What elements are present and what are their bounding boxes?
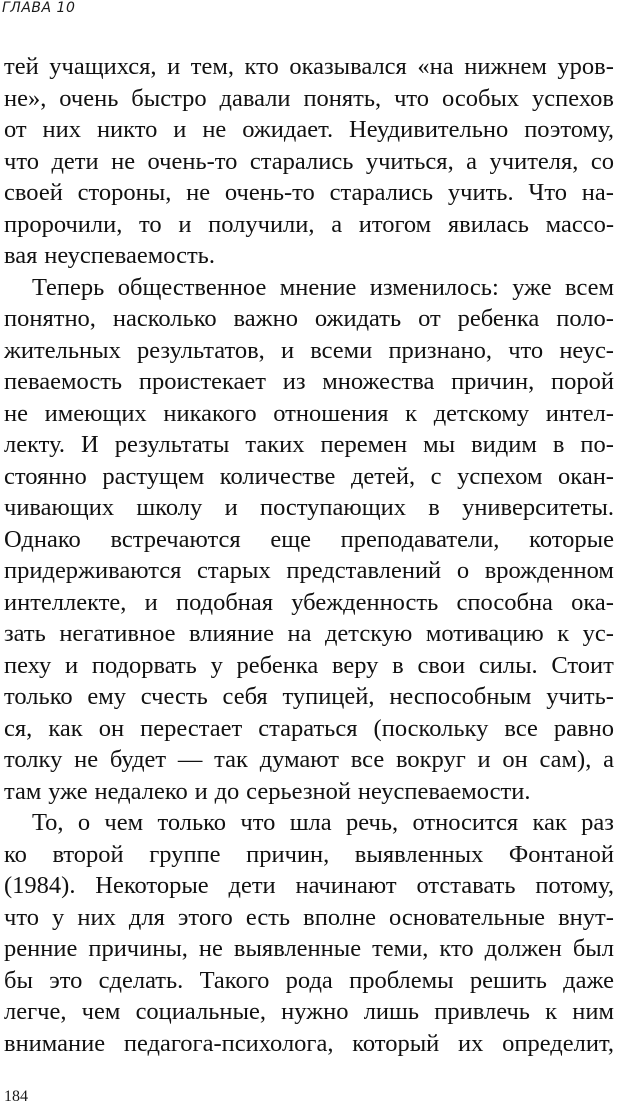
word: количестве	[219, 462, 336, 490]
word: вполне	[303, 903, 376, 931]
word: неуспеваемость.	[44, 242, 215, 269]
word: мотивацию	[425, 620, 544, 647]
word: придерживаются	[4, 557, 182, 584]
word: и	[64, 651, 79, 679]
word: (поскольку	[373, 714, 489, 742]
word: неуспеваемости.	[357, 777, 531, 805]
word: кто	[244, 53, 279, 80]
word: Фонтаной	[508, 840, 614, 868]
word: о	[77, 809, 91, 836]
word: для	[128, 903, 165, 931]
word: вокруг	[395, 746, 466, 773]
text-line	[4, 839, 614, 871]
text-line	[4, 51, 614, 83]
word: с	[430, 462, 442, 490]
word: детей,	[350, 462, 416, 490]
word: причин,	[246, 840, 330, 868]
word: ко	[4, 840, 27, 868]
word: и	[194, 777, 208, 805]
word: речь,	[345, 809, 399, 836]
word: только	[157, 809, 227, 836]
word: неус-	[559, 336, 614, 364]
word: причины,	[88, 935, 188, 962]
word: как	[532, 809, 567, 836]
word: мнение	[279, 273, 357, 301]
word: и	[178, 210, 192, 238]
word: и	[280, 336, 295, 364]
word: Некоторые	[95, 872, 209, 899]
word: старались	[249, 147, 354, 175]
word: как	[48, 714, 83, 742]
paragraph-1	[4, 51, 614, 272]
word: а	[331, 210, 343, 238]
text-line	[4, 209, 614, 241]
word: тупицей,	[282, 683, 375, 710]
word: понять,	[303, 84, 382, 112]
word: массо-	[545, 210, 614, 238]
word: оказывался	[289, 53, 407, 80]
word: перемен	[320, 431, 408, 458]
word: а	[603, 746, 614, 773]
word: шла	[289, 809, 332, 836]
word: подобная	[175, 588, 274, 616]
word: это	[49, 966, 83, 994]
word: и	[167, 53, 181, 80]
word: учить-	[546, 683, 614, 710]
page-number: 184	[4, 1088, 28, 1105]
word: от	[4, 116, 27, 143]
text-line	[4, 492, 614, 524]
word: стороны,	[77, 179, 172, 206]
word: у	[52, 903, 65, 931]
word: зать	[4, 620, 46, 647]
word: певаемость	[4, 368, 123, 395]
text-line	[4, 240, 614, 272]
word: думают	[259, 746, 339, 773]
text-line	[4, 398, 614, 430]
text-line	[4, 650, 614, 682]
word: жительных	[4, 336, 121, 364]
word: старых	[197, 557, 271, 584]
word: и	[144, 588, 158, 616]
word: определит,	[502, 1029, 614, 1057]
word: что	[508, 336, 544, 364]
word: он	[98, 714, 125, 742]
word: детскую	[324, 620, 413, 647]
word: своей	[4, 179, 63, 206]
word: и	[477, 746, 491, 773]
word: вая	[4, 242, 38, 269]
word: насколько	[112, 305, 217, 332]
text-line	[4, 744, 614, 776]
word: никакого	[163, 399, 257, 427]
word: То,	[32, 809, 64, 836]
word: негативное	[59, 620, 176, 647]
word: относится	[412, 809, 519, 836]
word: даже	[563, 966, 614, 994]
word: интеллекте,	[4, 588, 127, 616]
word: ребенка	[457, 305, 540, 332]
word: способна	[456, 588, 553, 616]
word: окан-	[558, 462, 614, 490]
word: толку	[4, 746, 63, 773]
word: этого	[177, 903, 233, 931]
text-line	[4, 303, 614, 335]
word: в	[428, 494, 440, 521]
word: поэтому,	[524, 116, 614, 143]
word: всеми	[310, 336, 373, 364]
word: Однако	[4, 525, 81, 553]
word: должен	[484, 935, 562, 962]
word: не	[74, 746, 99, 773]
paragraph-3	[4, 807, 614, 1059]
word: есть	[245, 903, 291, 931]
word: силы.	[478, 651, 538, 679]
body-text	[4, 51, 614, 1059]
word: получили,	[208, 210, 315, 238]
word: общественное	[117, 273, 267, 301]
word: их	[458, 1029, 484, 1057]
word: них	[77, 903, 116, 931]
word: понятно,	[4, 305, 96, 332]
word: что	[240, 809, 276, 836]
word: не	[202, 116, 227, 143]
word: ним	[572, 998, 614, 1025]
word: учителя,	[489, 147, 579, 175]
text-line	[4, 902, 614, 934]
word: Такого	[199, 966, 270, 994]
word: тем,	[190, 53, 234, 80]
text-line	[4, 114, 614, 146]
word: очень-то	[224, 179, 315, 206]
word: пеху	[4, 651, 52, 679]
text-line	[4, 272, 614, 304]
word: что	[394, 84, 430, 112]
word: преподаватели,	[340, 525, 500, 553]
word: так	[214, 746, 248, 773]
word: привлечь	[434, 998, 530, 1025]
word: результатов,	[136, 336, 265, 364]
word: врожденном	[484, 557, 614, 584]
text-line	[4, 776, 614, 808]
word: Теперь	[32, 273, 105, 301]
word: и	[173, 116, 187, 143]
word: второй	[52, 840, 124, 868]
word: перестает	[140, 714, 243, 742]
word: из	[282, 368, 306, 395]
text-line	[4, 870, 614, 902]
word: педагога-психолога,	[123, 1029, 334, 1057]
word: еще	[270, 525, 311, 553]
word: давали	[219, 84, 291, 112]
word: не	[198, 935, 223, 962]
word: рода	[285, 966, 333, 994]
word: все	[350, 746, 385, 773]
word: всем	[565, 273, 614, 301]
word: со	[590, 147, 614, 175]
word: причин,	[451, 368, 535, 395]
word: дети	[228, 872, 276, 899]
word: Неудивительно	[349, 116, 509, 143]
word: равно	[553, 714, 614, 742]
word: сделать.	[98, 966, 184, 994]
word: ему	[87, 683, 127, 710]
text-line	[4, 83, 614, 115]
word: убежденность	[291, 588, 439, 616]
word: к	[557, 620, 570, 647]
word: важно	[233, 305, 298, 332]
text-line	[4, 587, 614, 619]
word: явилась	[447, 210, 529, 238]
word: чем	[81, 998, 121, 1025]
text-line	[4, 933, 614, 965]
word: представлений	[286, 557, 442, 584]
word: успехом	[457, 462, 543, 490]
word: социальные,	[135, 998, 266, 1025]
word: потому,	[535, 872, 614, 899]
word: что	[4, 903, 39, 931]
word: внут-	[558, 903, 614, 931]
word: (1984).	[4, 872, 76, 899]
word: нижнем	[464, 53, 547, 80]
word: интел-	[545, 399, 614, 427]
word: школу	[136, 494, 203, 521]
word: в	[392, 651, 404, 679]
word: кто	[439, 935, 474, 962]
word: результаты	[114, 431, 230, 458]
word: он	[502, 746, 528, 773]
word: основательные	[389, 903, 546, 931]
word: ребенка	[236, 651, 319, 679]
text-line	[4, 461, 614, 493]
word: ус-	[582, 620, 614, 647]
word: стараться	[258, 714, 358, 742]
text-line	[4, 555, 614, 587]
word: особых	[441, 84, 520, 112]
word: растущем	[102, 462, 205, 490]
word: на	[287, 620, 312, 647]
word: подорвать	[91, 651, 197, 679]
word: до	[214, 777, 240, 805]
word: учиться,	[365, 147, 454, 175]
word: у	[210, 651, 223, 679]
word: стоянно	[4, 462, 87, 490]
word: ока-	[571, 588, 614, 616]
word: серьезной	[246, 777, 351, 805]
word: по-	[580, 431, 614, 458]
word: признано,	[388, 336, 493, 364]
word: дети	[51, 147, 99, 175]
word: нужно	[281, 998, 349, 1025]
text-line	[4, 807, 614, 839]
word: бы	[4, 966, 33, 994]
word: был	[572, 935, 614, 962]
word: тей	[4, 53, 39, 80]
word: там	[4, 777, 42, 805]
text-line	[4, 429, 614, 461]
word: который	[352, 1029, 440, 1057]
word: лекту.	[4, 431, 65, 458]
word: то	[139, 210, 162, 238]
word: и	[224, 494, 238, 521]
word: будет	[109, 746, 167, 773]
word: проистекает	[138, 368, 267, 395]
word: что	[4, 147, 39, 175]
text-line	[4, 524, 614, 556]
word: раз	[581, 809, 614, 836]
word: на-	[581, 179, 614, 206]
text-line	[4, 996, 614, 1028]
running-header: ГЛАВА 10	[2, 0, 76, 16]
word: решить	[469, 966, 547, 994]
text-line	[4, 1028, 614, 1060]
word: о	[456, 557, 470, 584]
word: университеты.	[462, 494, 614, 521]
word: очень-то	[147, 147, 238, 175]
word: сам),	[539, 746, 592, 773]
word: быстро	[131, 84, 207, 112]
word: чем	[104, 809, 144, 836]
word: детскому	[433, 399, 530, 427]
word: итогом	[358, 210, 432, 238]
word: —	[177, 746, 203, 773]
word: изменилось:	[369, 273, 499, 301]
word: выявленные	[233, 935, 362, 962]
word: легче,	[4, 998, 67, 1025]
word: не	[4, 399, 28, 427]
word: таких	[245, 431, 305, 458]
word: теми,	[372, 935, 429, 962]
word: себя	[222, 683, 268, 710]
word: ся,	[4, 714, 33, 742]
word: порой	[550, 368, 614, 395]
word: старались	[329, 179, 434, 206]
word: ренние	[4, 935, 78, 962]
word: уже	[512, 273, 552, 301]
word: никто	[96, 116, 158, 143]
word: имеющих	[44, 399, 147, 427]
word: которые	[529, 525, 614, 553]
word: проблемы	[349, 966, 454, 994]
word: начинают	[295, 872, 397, 899]
word: не	[186, 179, 211, 206]
text-line	[4, 146, 614, 178]
word: ожидать	[314, 305, 402, 332]
text-line	[4, 366, 614, 398]
word: чивающих	[4, 494, 115, 521]
word: веру	[331, 651, 379, 679]
word: свои	[417, 651, 466, 679]
word: учить.	[447, 179, 514, 206]
word: счесть	[140, 683, 208, 710]
word: внимание	[4, 1029, 106, 1057]
word: множества	[322, 368, 435, 395]
word: Что	[528, 179, 567, 206]
word: них	[42, 116, 82, 143]
word: в	[552, 431, 565, 458]
word: недалеко	[94, 777, 188, 805]
text-line	[4, 965, 614, 997]
word: встречаются	[110, 525, 241, 553]
word: выявленных	[354, 840, 484, 868]
word: к	[545, 998, 558, 1025]
word: Стоит	[551, 651, 614, 679]
word: не»,	[4, 84, 47, 112]
word: от	[418, 305, 441, 332]
word: не	[111, 147, 136, 175]
word: все	[504, 714, 538, 742]
word: группе	[149, 840, 221, 868]
word: уже	[48, 777, 88, 805]
word: пророчили,	[4, 210, 123, 238]
word: лишь	[363, 998, 420, 1025]
word: влияние	[189, 620, 274, 647]
word: отставать	[416, 872, 516, 899]
word: а	[466, 147, 478, 175]
word: поступающих	[259, 494, 406, 521]
word: успехов	[532, 84, 614, 112]
word: ожидает.	[242, 116, 334, 143]
word: очень	[59, 84, 119, 112]
word: только	[4, 683, 73, 710]
word: И	[81, 431, 99, 458]
word: поло-	[556, 305, 614, 332]
text-line	[4, 335, 614, 367]
paragraph-2	[4, 272, 614, 808]
text-line	[4, 713, 614, 745]
text-line	[4, 177, 614, 209]
text-line	[4, 618, 614, 650]
word: отношения	[273, 399, 389, 427]
word: к	[405, 399, 418, 427]
word: видим	[471, 431, 537, 458]
word: неспособным	[389, 683, 532, 710]
word: мы	[423, 431, 456, 458]
text-line	[4, 681, 614, 713]
word: «на	[417, 53, 454, 80]
word: учащихся,	[49, 53, 157, 80]
word: уров-	[557, 53, 614, 80]
